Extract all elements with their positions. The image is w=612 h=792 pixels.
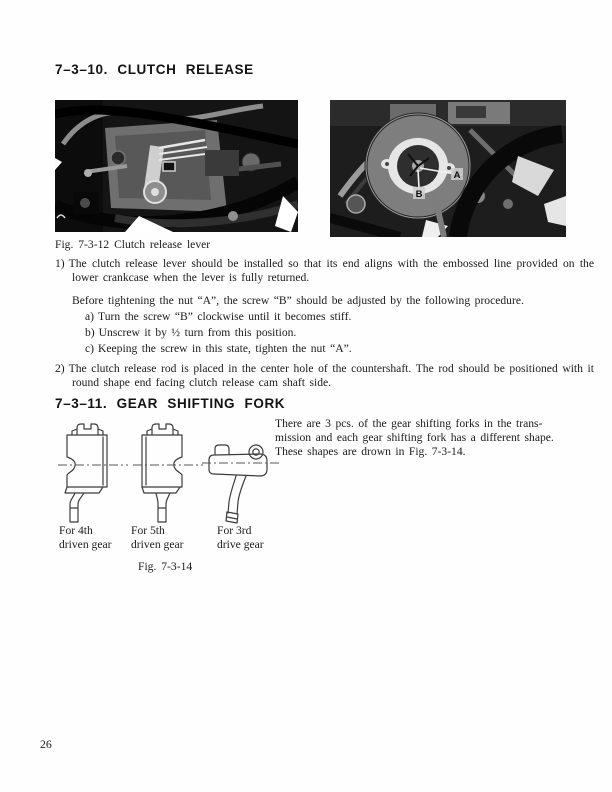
fork-body-line-3: These shapes are drown in Fig. 7-3-14.	[275, 445, 466, 459]
figure-caption-7-3-14: Fig. 7-3-14	[138, 560, 193, 573]
clutch-step-b-text: Unscrew it by ½ turn from this position.	[98, 326, 297, 339]
clutch-step-a-marker: a)	[85, 310, 95, 323]
photo-clutch-adjuster-art	[330, 100, 566, 237]
fork-drawing-3rd-drive	[202, 436, 282, 531]
fork-drawing-5th-driven	[132, 419, 204, 530]
photo-clutch-adjuster	[330, 100, 566, 237]
clutch-item-1-marker: 1)	[55, 257, 65, 270]
fork-label-3rd-drive	[217, 524, 264, 552]
fork-label-5th-line1: For 5th	[131, 524, 165, 537]
section-heading-gear-shifting-fork: 7–3–11. GEAR SHIFTING FORK	[55, 396, 286, 411]
fork-body-line-2: mission and each gear shifting fork has a different shape.	[275, 431, 554, 445]
clutch-item-1	[55, 257, 594, 285]
clutch-item-1-text: The clutch release lever should be installed so that its end aligns with the embossed line provided on the lower crankcase when the lever is fully returned.	[68, 257, 594, 285]
clutch-step-c-marker: c)	[85, 342, 95, 355]
fork-label-5th-driven	[131, 524, 183, 552]
clutch-item-2-text: The clutch release rod is placed in the center hole of the countershaft. The rod should be positioned with it round shape end facing clutch release cam shaft side.	[68, 362, 594, 390]
page-number: 26	[40, 737, 52, 751]
clutch-step-c-text: Keeping the screw in this state, tighten the nut “A”.	[98, 342, 352, 355]
section-heading-clutch-release: 7–3–10. CLUTCH RELEASE	[55, 62, 254, 77]
fork-body-text	[275, 417, 577, 460]
fork-label-4th-line2: driven gear	[59, 538, 112, 551]
photo-clutch-release-lever-art	[55, 100, 298, 232]
fork-body-line-1: There are 3 pcs. of the gear shifting forks in the trans-	[275, 417, 543, 430]
figure-caption-7-3-12: Fig. 7-3-12 Clutch release lever	[55, 238, 211, 251]
clutch-step-b	[85, 326, 579, 340]
photo-callout-b: B	[415, 189, 423, 200]
clutch-step-c	[85, 342, 579, 356]
clutch-item-2	[55, 362, 594, 390]
clutch-step-a-text: Turn the screw “B” clockwise until it becomes stiff.	[98, 310, 352, 323]
fork-label-5th-line2: driven gear	[131, 538, 184, 551]
clutch-step-a	[85, 310, 579, 324]
fork-label-4th-line1: For 4th	[59, 524, 93, 537]
fork-label-4th-driven	[59, 524, 111, 552]
fork-label-3rd-line2: drive gear	[217, 538, 264, 551]
fork-label-3rd-line1: For 3rd	[217, 524, 252, 537]
photo-callout-a: A	[453, 170, 461, 181]
clutch-item-2-marker: 2)	[55, 362, 65, 375]
fork-drawing-4th-driven	[57, 419, 129, 530]
photo-clutch-release-lever	[55, 100, 298, 232]
clutch-procedure-intro: Before tightening the nut “A”, the screw “B” should be adjusted by the following procedure.	[72, 294, 524, 307]
clutch-step-b-marker: b)	[85, 326, 95, 339]
